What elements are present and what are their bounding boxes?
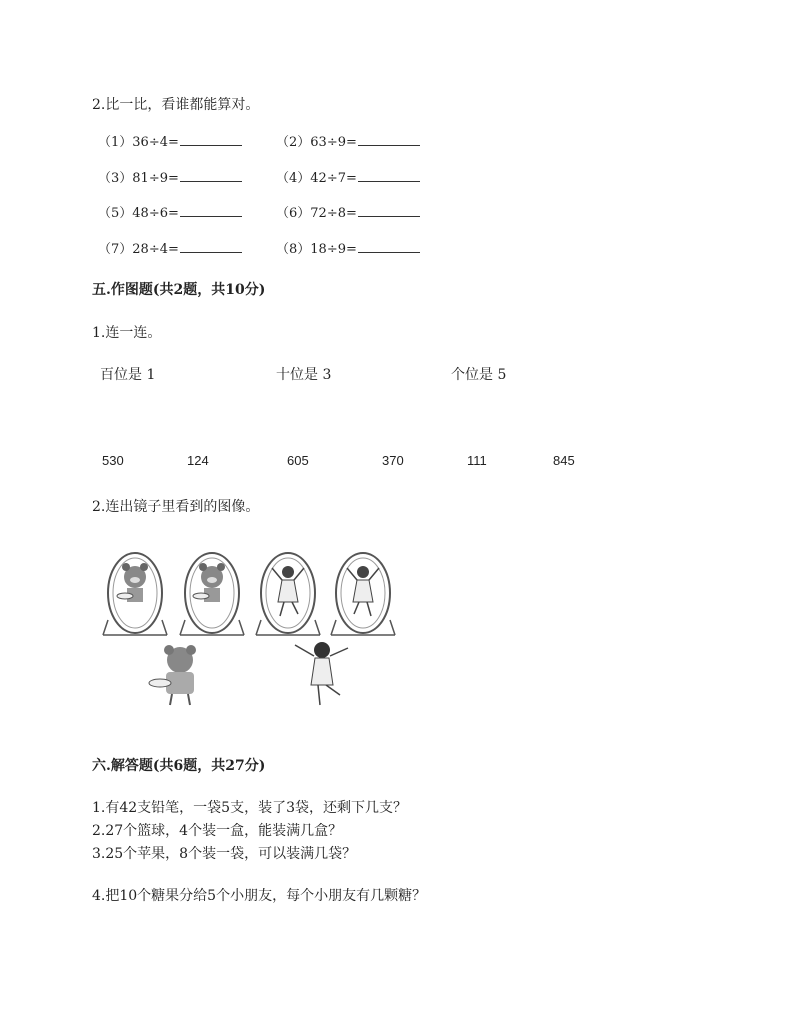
answer-blank[interactable] xyxy=(180,240,242,253)
answer-blank[interactable] xyxy=(358,240,420,253)
question-2: 2.27个篮球，4个装一盒，能装满几盒？ xyxy=(92,823,343,839)
label-tens: 十位是 3 xyxy=(276,367,332,383)
equation-8 xyxy=(276,238,420,257)
equation-index: （7） xyxy=(98,242,133,257)
equation-expr: 42÷7= xyxy=(310,171,357,186)
mirror-bear-1[interactable] xyxy=(103,553,167,635)
section-heading-drawing: 五.作图题(共2题，共10分) xyxy=(92,282,266,298)
equation-index: （2） xyxy=(276,135,311,150)
bear-figure[interactable] xyxy=(149,645,196,705)
number-option[interactable]: 124 xyxy=(187,453,209,468)
question-mirror: 2.连出镜子里看到的图像。 xyxy=(92,499,260,515)
girl-figure[interactable] xyxy=(295,642,348,705)
answer-blank[interactable] xyxy=(358,169,420,182)
mirror-bear-2[interactable] xyxy=(180,553,244,635)
answer-blank[interactable] xyxy=(180,133,242,146)
equation-5 xyxy=(98,202,242,221)
equation-4 xyxy=(276,167,420,186)
equation-6 xyxy=(276,202,420,221)
equation-expr: 36÷4= xyxy=(132,135,179,150)
equation-expr: 72÷8= xyxy=(310,206,357,221)
number-option[interactable]: 605 xyxy=(287,453,309,468)
number-option[interactable]: 845 xyxy=(553,453,575,468)
number-option[interactable]: 370 xyxy=(382,453,404,468)
equation-2 xyxy=(276,131,420,150)
question-3: 3.25个苹果，8个装一袋，可以装满几袋？ xyxy=(92,846,357,862)
mirror-illustration xyxy=(100,550,410,715)
equation-index: （3） xyxy=(98,171,133,186)
question-connect: 1.连一连。 xyxy=(92,325,162,341)
equation-index: （6） xyxy=(276,206,311,221)
answer-blank[interactable] xyxy=(180,169,242,182)
number-option[interactable]: 111 xyxy=(467,453,487,468)
question-4: 4.把10个糖果分给5个小朋友，每个小朋友有几颗糖？ xyxy=(92,888,427,904)
equation-expr: 28÷4= xyxy=(132,242,179,257)
equation-expr: 48÷6= xyxy=(132,206,179,221)
equation-index: （5） xyxy=(98,206,133,221)
equation-1 xyxy=(98,131,242,150)
question-1: 1.有42支铅笔，一袋5支，装了3袋，还剩下几支？ xyxy=(92,800,407,816)
equation-index: （8） xyxy=(276,242,311,257)
mirror-girl-1[interactable] xyxy=(256,553,320,635)
equation-expr: 18÷9= xyxy=(310,242,357,257)
equation-index: （4） xyxy=(276,171,311,186)
answer-blank[interactable] xyxy=(358,204,420,217)
answer-blank[interactable] xyxy=(358,133,420,146)
section-heading-answers: 六.解答题(共6题，共27分) xyxy=(92,758,266,774)
equation-3 xyxy=(98,167,242,186)
equation-index: （1） xyxy=(98,135,133,150)
label-hundreds: 百位是 1 xyxy=(100,367,156,383)
equation-expr: 63÷9= xyxy=(310,135,357,150)
equation-expr: 81÷9= xyxy=(132,171,179,186)
mirror-girl-2[interactable] xyxy=(331,553,395,635)
number-option[interactable]: 530 xyxy=(102,453,124,468)
label-ones: 个位是 5 xyxy=(451,367,507,383)
question-compare: 2.比一比，看谁都能算对。 xyxy=(92,97,260,113)
answer-blank[interactable] xyxy=(180,204,242,217)
equation-7 xyxy=(98,238,242,257)
